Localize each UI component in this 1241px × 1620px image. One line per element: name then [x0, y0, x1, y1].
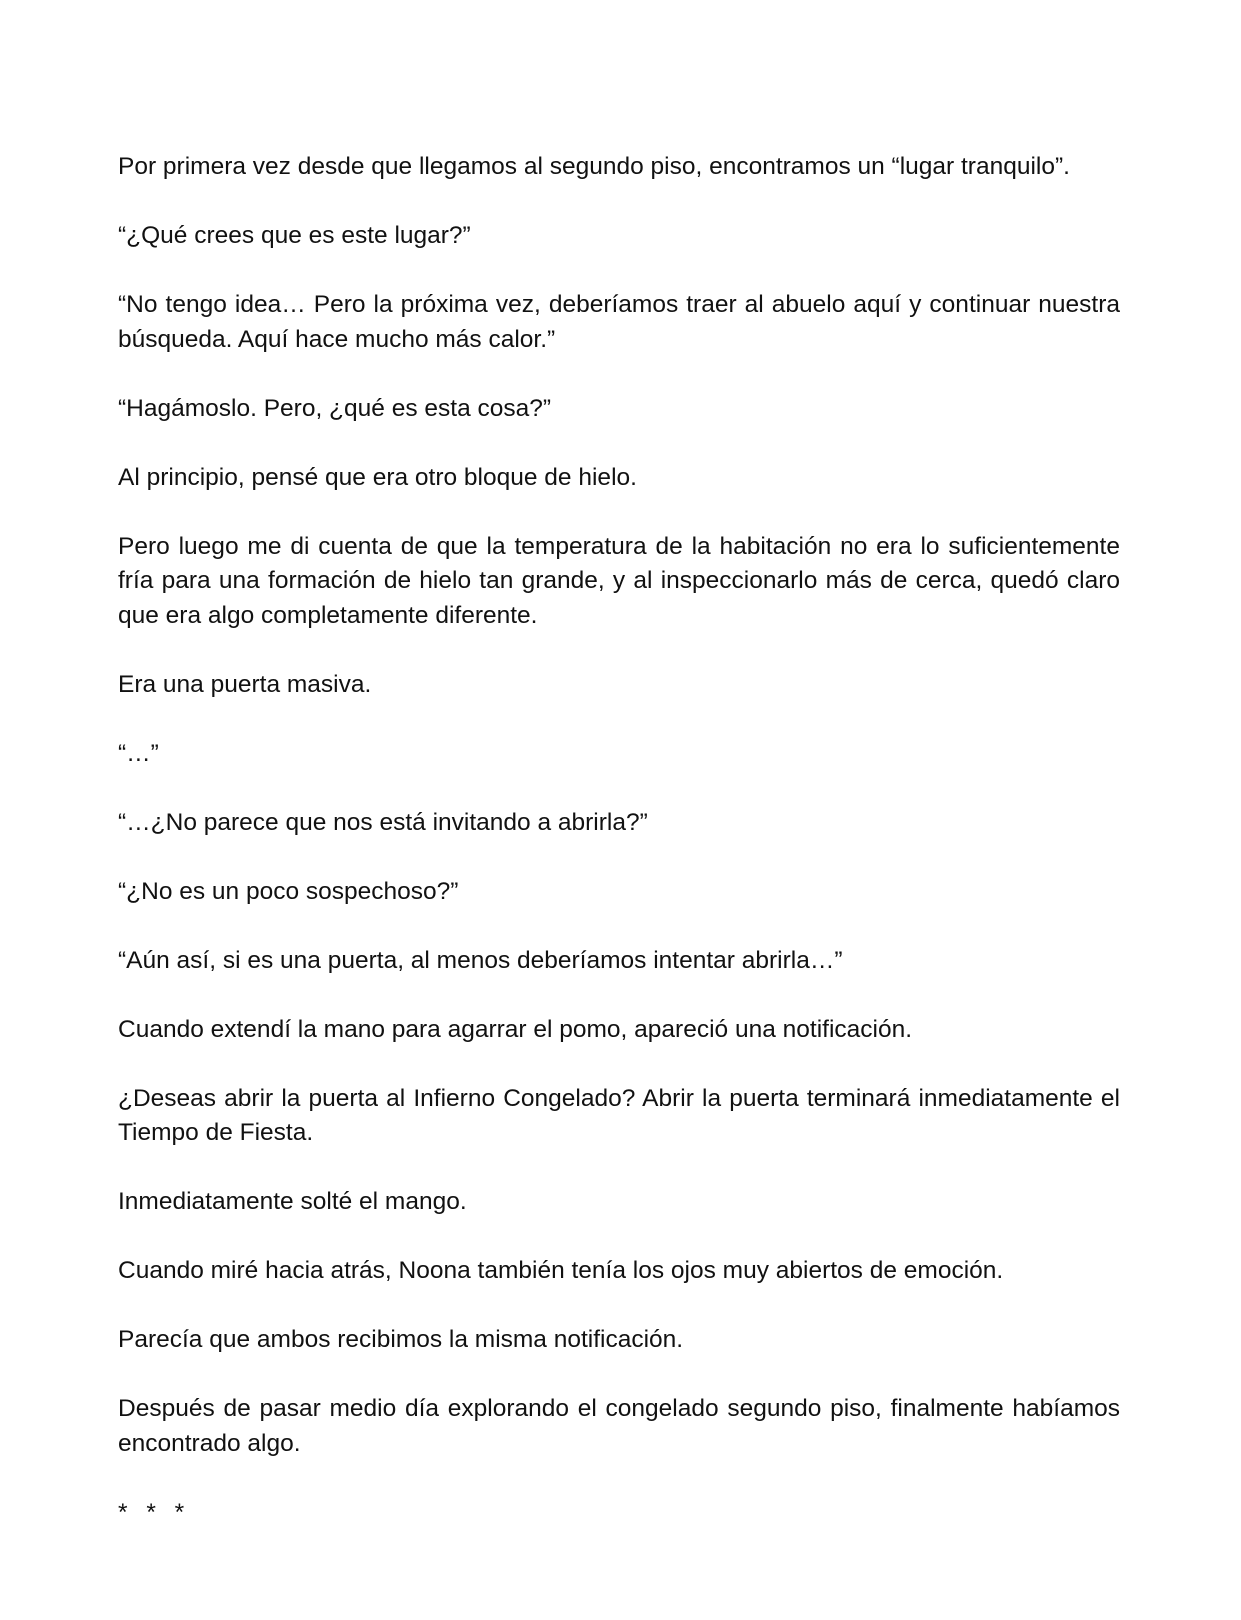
scene-break: * * *: [118, 1498, 191, 1526]
paragraph: Al principio, pensé que era otro bloque de hielo.: [118, 463, 637, 491]
paragraph: “No tengo idea… Pero la próxima vez, deberíamos traer al abuelo aquí y continuar nuestra búsqueda. Aquí hace mucho más calor.”: [118, 291, 1120, 353]
paragraph: Inmediatamente solté el mango.: [118, 1188, 467, 1215]
paragraph: Por primera vez desde que llegamos al segundo piso, encontramos un “lugar tranquilo”.: [118, 153, 1070, 180]
paragraph: Cuando extendí la mano para agarrar el pomo, apareció una notificación.: [118, 1015, 913, 1043]
paragraph: Cuando miré hacia atrás, Noona también tenía los ojos muy abiertos de emoción.: [118, 1257, 1004, 1284]
paragraph: Después de pasar medio día explorando el congelado segundo piso, finalmente habíamos encontrado algo.: [118, 1395, 1120, 1457]
paragraph: Pero luego me di cuenta de que la temperatura de la habitación no era lo suficientemente fría para una formación de hielo tan grande, y al inspeccionarlo más de cerca, quedó claro que era algo completamente diferente.: [118, 532, 1120, 629]
paragraph: “…¿No parece que nos está invitando a abrirla?”: [118, 808, 648, 836]
paragraph: “¿Qué crees que es este lugar?”: [118, 222, 471, 249]
document-page: [118, 150, 1120, 1530]
paragraph: “Aún así, si es una puerta, al menos deberíamos intentar abrirla…”: [118, 946, 843, 974]
paragraph: “…”: [118, 739, 159, 767]
paragraph: Era una puerta masiva.: [118, 670, 372, 698]
paragraph: ¿Deseas abrir la puerta al Infierno Congelado? Abrir la puerta terminará inmediatamente el Tiempo de Fiesta.: [118, 1084, 1120, 1146]
paragraph: Parecía que ambos recibimos la misma notificación.: [118, 1326, 684, 1353]
paragraph: “Hagámoslo. Pero, ¿qué es esta cosa?”: [118, 394, 552, 422]
paragraph: “¿No es un poco sospechoso?”: [118, 877, 459, 905]
